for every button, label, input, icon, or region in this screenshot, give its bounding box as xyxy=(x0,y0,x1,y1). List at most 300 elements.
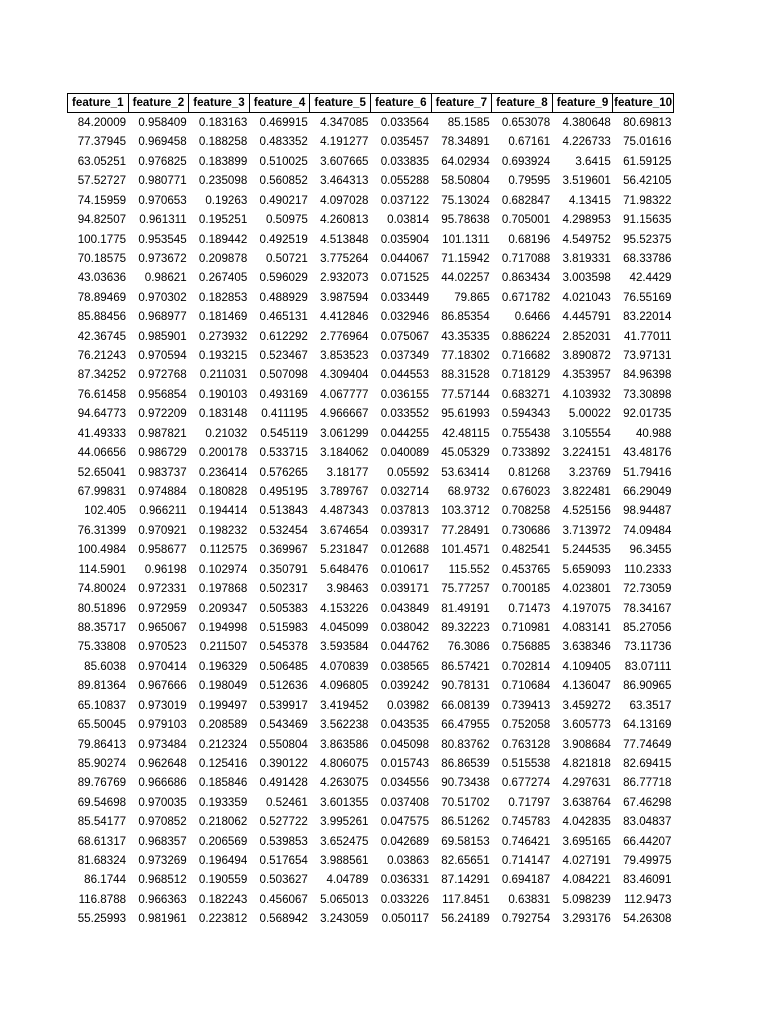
table-cell[interactable]: 55.25993 xyxy=(77,912,127,926)
table-cell[interactable]: 0.973019 xyxy=(138,698,187,712)
table-cell[interactable]: 5.098239 xyxy=(562,892,611,906)
table-cell[interactable]: 4.045099 xyxy=(320,620,369,634)
table-cell[interactable]: 0.199497 xyxy=(198,698,248,712)
table-cell[interactable]: 3.638346 xyxy=(562,640,611,654)
table-cell[interactable]: 3.890872 xyxy=(562,349,611,363)
table-cell[interactable]: 0.970414 xyxy=(138,659,187,673)
table-cell[interactable]: 0.043535 xyxy=(380,718,430,732)
table-cell[interactable]: 0.273932 xyxy=(198,329,248,343)
table-cell[interactable]: 0.515538 xyxy=(501,756,551,770)
table-cell[interactable]: 0.043849 xyxy=(380,601,430,615)
table-cell[interactable]: 77.28491 xyxy=(441,523,490,537)
table-cell[interactable]: 0.682847 xyxy=(501,193,551,207)
table-cell[interactable]: 100.1775 xyxy=(77,232,127,246)
table-cell[interactable]: 3.601355 xyxy=(320,795,369,809)
table-cell[interactable]: 0.970921 xyxy=(138,523,187,537)
table-cell[interactable]: 0.183163 xyxy=(198,116,248,129)
table-cell[interactable]: 0.550804 xyxy=(259,737,308,751)
table-cell[interactable]: 0.693924 xyxy=(501,154,551,168)
table-cell[interactable]: 0.956854 xyxy=(138,387,187,401)
table-cell[interactable]: 0.966211 xyxy=(139,504,187,518)
table-cell[interactable]: 4.821818 xyxy=(562,756,611,770)
table-cell[interactable]: 0.045098 xyxy=(380,737,430,751)
table-cell[interactable]: 0.235098 xyxy=(198,174,248,188)
table-cell[interactable]: 0.033564 xyxy=(380,116,430,129)
table-cell[interactable]: 0.035457 xyxy=(380,135,430,149)
table-cell[interactable]: 0.044067 xyxy=(380,251,430,265)
table-cell[interactable]: 0.196494 xyxy=(198,854,248,868)
table-cell[interactable]: 79.86413 xyxy=(77,737,127,751)
table-cell[interactable]: 0.972768 xyxy=(138,368,187,382)
table-cell[interactable]: 3.853523 xyxy=(320,349,369,363)
table-cell[interactable]: 0.037813 xyxy=(380,504,430,518)
table-cell[interactable]: 0.507098 xyxy=(259,368,308,382)
table-cell[interactable]: 0.183148 xyxy=(198,407,248,421)
table-cell[interactable]: 67.99831 xyxy=(77,485,127,499)
table-cell[interactable]: 0.505383 xyxy=(259,601,308,615)
table-cell[interactable]: 0.755438 xyxy=(501,426,551,440)
table-cell[interactable]: 3.638764 xyxy=(562,795,611,809)
table-cell[interactable]: 3.652475 xyxy=(320,834,369,848)
table-cell[interactable]: 4.067777 xyxy=(320,387,369,401)
table-cell[interactable]: 56.24189 xyxy=(441,912,490,926)
table-cell[interactable]: 75.13024 xyxy=(441,193,490,207)
table-cell[interactable]: 0.886224 xyxy=(501,329,551,343)
table-cell[interactable]: 0.733892 xyxy=(501,446,551,460)
table-cell[interactable]: 0.209878 xyxy=(198,251,248,265)
table-cell[interactable]: 3.988561 xyxy=(320,854,369,868)
table-cell[interactable]: 102.405 xyxy=(84,504,127,518)
table-cell[interactable]: 0.708258 xyxy=(501,504,551,518)
table-cell[interactable]: 0.576265 xyxy=(259,465,308,479)
table-cell[interactable]: 0.970852 xyxy=(138,815,187,829)
table-cell[interactable]: 95.61993 xyxy=(441,407,490,421)
column-header[interactable]: feature_9 xyxy=(552,94,613,113)
table-cell[interactable]: 0.036155 xyxy=(380,387,430,401)
table-cell[interactable]: 4.084221 xyxy=(562,873,611,887)
table-cell[interactable]: 0.705001 xyxy=(501,213,551,227)
table-cell[interactable]: 68.61317 xyxy=(77,834,127,848)
table-cell[interactable]: 79.49975 xyxy=(623,854,672,868)
table-cell[interactable]: 0.032946 xyxy=(380,310,430,324)
table-cell[interactable]: 83.07111 xyxy=(624,659,672,673)
table-cell[interactable]: 64.02934 xyxy=(441,154,490,168)
table-cell[interactable]: 85.90274 xyxy=(77,756,127,770)
table-cell[interactable]: 66.08139 xyxy=(441,698,490,712)
table-cell[interactable]: 0.965067 xyxy=(138,620,187,634)
table-cell[interactable]: 4.021043 xyxy=(562,290,611,304)
table-cell[interactable]: 0.189442 xyxy=(198,232,248,246)
table-cell[interactable]: 4.023801 xyxy=(562,582,611,596)
table-cell[interactable]: 86.57421 xyxy=(441,659,490,673)
table-cell[interactable]: 4.042835 xyxy=(562,815,611,829)
table-cell[interactable]: 5.00022 xyxy=(568,407,611,421)
table-cell[interactable]: 0.037122 xyxy=(380,193,430,207)
table-cell[interactable]: 0.492519 xyxy=(259,232,308,246)
table-cell[interactable]: 64.13169 xyxy=(623,718,672,732)
table-cell[interactable]: 0.980771 xyxy=(138,174,187,188)
table-cell[interactable]: 3.6415 xyxy=(575,154,611,168)
table-cell[interactable]: 0.044762 xyxy=(380,640,430,654)
table-cell[interactable]: 85.27056 xyxy=(623,620,672,634)
table-cell[interactable]: 0.970523 xyxy=(138,640,187,654)
table-cell[interactable]: 65.10837 xyxy=(77,698,127,712)
table-cell[interactable]: 0.185846 xyxy=(198,776,248,790)
table-cell[interactable]: 75.33808 xyxy=(77,640,127,654)
table-cell[interactable]: 3.995261 xyxy=(320,815,369,829)
table-cell[interactable]: 90.78131 xyxy=(441,679,490,693)
table-cell[interactable]: 0.075067 xyxy=(380,329,430,343)
column-header[interactable]: feature_7 xyxy=(431,94,492,113)
table-cell[interactable]: 0.21032 xyxy=(205,426,248,440)
table-cell[interactable]: 0.469915 xyxy=(259,116,308,129)
table-cell[interactable]: 92.01735 xyxy=(623,407,672,421)
table-cell[interactable]: 0.739413 xyxy=(501,698,551,712)
table-cell[interactable]: 110.2333 xyxy=(623,562,672,576)
table-cell[interactable]: 3.224151 xyxy=(562,446,611,460)
table-cell[interactable]: 0.510025 xyxy=(259,154,308,168)
column-header[interactable]: feature_4 xyxy=(249,94,310,113)
table-cell[interactable]: 3.908684 xyxy=(562,737,611,751)
table-cell[interactable]: 0.180828 xyxy=(198,485,248,499)
table-cell[interactable]: 41.49333 xyxy=(77,426,127,440)
table-cell[interactable]: 117.8451 xyxy=(442,892,490,906)
table-cell[interactable]: 3.184062 xyxy=(320,446,369,460)
table-cell[interactable]: 4.513848 xyxy=(320,232,369,246)
table-cell[interactable]: 0.03814 xyxy=(387,213,430,227)
table-cell[interactable]: 0.792754 xyxy=(501,912,551,926)
table-cell[interactable]: 0.012688 xyxy=(380,543,430,557)
table-cell[interactable]: 0.543469 xyxy=(259,718,308,732)
table-cell[interactable]: 0.752058 xyxy=(501,718,551,732)
table-cell[interactable]: 86.1744 xyxy=(84,873,127,887)
table-cell[interactable]: 0.539853 xyxy=(259,834,308,848)
table-cell[interactable]: 79.865 xyxy=(454,290,490,304)
table-cell[interactable]: 0.517654 xyxy=(259,854,308,868)
table-cell[interactable]: 3.605773 xyxy=(562,718,611,732)
table-cell[interactable]: 3.419452 xyxy=(320,698,369,712)
table-cell[interactable]: 4.445791 xyxy=(562,310,611,324)
table-cell[interactable]: 3.293176 xyxy=(562,912,611,926)
table-cell[interactable]: 0.986729 xyxy=(138,446,187,460)
table-cell[interactable]: 0.973672 xyxy=(138,251,187,265)
table-cell[interactable]: 43.03636 xyxy=(77,271,127,285)
table-cell[interactable]: 0.493169 xyxy=(259,387,308,401)
table-cell[interactable]: 4.487343 xyxy=(320,504,369,518)
table-cell[interactable]: 0.411195 xyxy=(261,407,308,421)
table-cell[interactable]: 0.966363 xyxy=(138,892,187,906)
table-cell[interactable]: 3.519601 xyxy=(562,174,611,188)
table-cell[interactable]: 0.190559 xyxy=(198,873,248,887)
table-cell[interactable]: 86.90965 xyxy=(623,679,672,693)
table-cell[interactable]: 3.789767 xyxy=(320,485,369,499)
table-cell[interactable]: 3.775264 xyxy=(320,251,369,265)
table-cell[interactable]: 4.13415 xyxy=(568,193,611,207)
table-cell[interactable]: 86.86539 xyxy=(441,756,490,770)
table-cell[interactable]: 77.57144 xyxy=(441,387,490,401)
table-cell[interactable]: 5.244535 xyxy=(562,543,611,557)
table-cell[interactable]: 75.77257 xyxy=(441,582,490,596)
table-cell[interactable]: 77.74649 xyxy=(623,737,672,751)
table-cell[interactable]: 0.513843 xyxy=(259,504,308,518)
table-cell[interactable]: 0.350791 xyxy=(259,562,308,576)
table-cell[interactable]: 0.112575 xyxy=(199,543,248,557)
table-cell[interactable]: 0.218062 xyxy=(198,815,248,829)
table-cell[interactable]: 2.776964 xyxy=(320,329,369,343)
table-cell[interactable]: 76.21243 xyxy=(77,349,127,363)
table-cell[interactable]: 0.981961 xyxy=(138,912,187,926)
table-cell[interactable]: 85.88456 xyxy=(77,310,127,324)
table-cell[interactable]: 3.863586 xyxy=(320,737,369,751)
table-cell[interactable]: 0.710981 xyxy=(501,620,551,634)
table-cell[interactable]: 3.819331 xyxy=(562,251,611,265)
table-cell[interactable]: 94.64773 xyxy=(77,407,127,421)
table-cell[interactable]: 87.34252 xyxy=(77,368,127,382)
table-cell[interactable]: 0.81268 xyxy=(508,465,551,479)
table-cell[interactable]: 67.46298 xyxy=(623,795,672,809)
table-cell[interactable]: 0.961311 xyxy=(139,213,187,227)
table-cell[interactable]: 2.852031 xyxy=(562,329,611,343)
table-cell[interactable]: 76.3086 xyxy=(447,640,490,654)
table-cell[interactable]: 0.071525 xyxy=(380,271,430,285)
table-cell[interactable]: 0.972959 xyxy=(138,601,187,615)
table-cell[interactable]: 0.968357 xyxy=(138,834,187,848)
table-cell[interactable]: 0.539917 xyxy=(259,698,308,712)
table-cell[interactable]: 0.050117 xyxy=(381,912,430,926)
table-cell[interactable]: 0.465131 xyxy=(259,310,308,324)
table-cell[interactable]: 95.78638 xyxy=(441,213,490,227)
table-cell[interactable]: 4.027191 xyxy=(562,854,611,868)
table-cell[interactable]: 0.970035 xyxy=(138,795,187,809)
table-cell[interactable]: 65.50045 xyxy=(77,718,127,732)
table-cell[interactable]: 0.188258 xyxy=(198,135,248,149)
table-cell[interactable]: 84.96398 xyxy=(623,368,672,382)
table-cell[interactable]: 4.309404 xyxy=(320,368,369,382)
table-cell[interactable]: 0.181469 xyxy=(198,310,248,324)
table-cell[interactable]: 0.044255 xyxy=(380,426,430,440)
table-cell[interactable]: 0.05592 xyxy=(387,465,430,479)
table-cell[interactable]: 0.040089 xyxy=(380,446,430,460)
table-cell[interactable]: 0.198049 xyxy=(198,679,248,693)
table-cell[interactable]: 3.459272 xyxy=(562,698,611,712)
table-cell[interactable]: 0.702814 xyxy=(501,659,551,673)
table-cell[interactable]: 0.71797 xyxy=(508,795,551,809)
table-cell[interactable]: 0.71473 xyxy=(508,601,551,615)
table-cell[interactable]: 5.231847 xyxy=(320,543,369,557)
table-cell[interactable]: 0.033449 xyxy=(380,290,430,304)
table-cell[interactable]: 0.198232 xyxy=(198,523,248,537)
table-cell[interactable]: 3.061299 xyxy=(320,426,369,440)
table-cell[interactable]: 41.77011 xyxy=(623,329,672,343)
table-cell[interactable]: 0.653078 xyxy=(501,116,551,129)
table-cell[interactable]: 63.3517 xyxy=(629,698,672,712)
table-cell[interactable]: 58.50804 xyxy=(441,174,490,188)
column-header[interactable]: feature_3 xyxy=(189,94,250,113)
table-cell[interactable]: 4.083141 xyxy=(562,620,611,634)
table-cell[interactable]: 0.015743 xyxy=(380,756,430,770)
table-cell[interactable]: 4.103932 xyxy=(562,387,611,401)
table-cell[interactable]: 0.055288 xyxy=(380,174,430,188)
table-cell[interactable]: 3.607665 xyxy=(320,154,369,168)
table-cell[interactable]: 3.18177 xyxy=(326,465,369,479)
table-cell[interactable]: 4.549752 xyxy=(562,232,611,246)
table-cell[interactable]: 3.98463 xyxy=(326,582,369,596)
table-cell[interactable]: 4.153226 xyxy=(320,601,369,615)
table-cell[interactable]: 88.31528 xyxy=(441,368,490,382)
table-cell[interactable]: 0.033835 xyxy=(380,154,430,168)
table-cell[interactable]: 0.968512 xyxy=(138,873,187,887)
table-cell[interactable]: 80.83762 xyxy=(441,737,490,751)
table-cell[interactable]: 112.9473 xyxy=(623,892,672,906)
table-cell[interactable]: 91.15635 xyxy=(623,213,672,227)
table-cell[interactable]: 68.33786 xyxy=(623,251,672,265)
table-cell[interactable]: 0.390122 xyxy=(259,756,308,770)
table-cell[interactable]: 0.039171 xyxy=(380,582,430,596)
table-cell[interactable]: 0.958409 xyxy=(138,116,187,129)
table-cell[interactable]: 0.200178 xyxy=(198,446,248,460)
table-cell[interactable]: 57.52727 xyxy=(77,174,127,188)
table-cell[interactable]: 0.197868 xyxy=(198,582,248,596)
table-cell[interactable]: 74.09484 xyxy=(623,523,672,537)
table-cell[interactable]: 0.745783 xyxy=(501,815,551,829)
table-cell[interactable]: 0.035904 xyxy=(380,232,430,246)
table-cell[interactable]: 0.50975 xyxy=(265,213,308,227)
table-cell[interactable]: 4.263075 xyxy=(320,776,369,790)
table-cell[interactable]: 82.65651 xyxy=(441,854,490,868)
table-cell[interactable]: 0.700185 xyxy=(501,582,551,596)
table-cell[interactable]: 0.194998 xyxy=(198,620,248,634)
table-cell[interactable]: 78.34167 xyxy=(623,601,672,615)
table-cell[interactable]: 0.182243 xyxy=(198,892,248,906)
table-cell[interactable]: 76.55169 xyxy=(623,290,672,304)
table-cell[interactable]: 0.456067 xyxy=(259,892,308,906)
table-cell[interactable]: 0.756885 xyxy=(501,640,551,654)
table-cell[interactable]: 3.822481 xyxy=(562,485,611,499)
table-cell[interactable]: 70.51702 xyxy=(441,795,490,809)
table-cell[interactable]: 0.79595 xyxy=(508,174,551,188)
table-cell[interactable]: 78.89469 xyxy=(77,290,127,304)
table-cell[interactable]: 0.968977 xyxy=(138,310,187,324)
table-cell[interactable]: 0.983737 xyxy=(138,465,187,479)
table-cell[interactable]: 73.97131 xyxy=(623,349,672,363)
table-cell[interactable]: 0.972209 xyxy=(138,407,187,421)
table-cell[interactable]: 0.209347 xyxy=(198,601,248,615)
table-cell[interactable]: 4.380648 xyxy=(562,116,611,129)
table-cell[interactable]: 101.1311 xyxy=(442,232,490,246)
table-cell[interactable]: 87.14291 xyxy=(441,873,490,887)
table-cell[interactable]: 54.26308 xyxy=(623,912,672,926)
table-cell[interactable]: 51.79416 xyxy=(623,465,672,479)
table-cell[interactable]: 4.347085 xyxy=(320,116,369,129)
table-cell[interactable]: 0.863434 xyxy=(501,271,551,285)
table-cell[interactable]: 0.969458 xyxy=(138,135,187,149)
table-cell[interactable]: 81.68324 xyxy=(77,854,127,868)
table-cell[interactable]: 3.987594 xyxy=(320,290,369,304)
column-header[interactable]: feature_1 xyxy=(68,94,129,113)
table-cell[interactable]: 0.568942 xyxy=(259,912,308,926)
table-cell[interactable]: 0.68196 xyxy=(508,232,551,246)
table-cell[interactable]: 4.297631 xyxy=(562,776,611,790)
table-cell[interactable]: 114.5901 xyxy=(78,562,127,576)
table-cell[interactable]: 0.037349 xyxy=(380,349,430,363)
table-cell[interactable]: 116.8788 xyxy=(78,892,127,906)
table-cell[interactable]: 0.182853 xyxy=(198,290,248,304)
table-cell[interactable]: 5.065013 xyxy=(320,892,369,906)
table-cell[interactable]: 4.298953 xyxy=(562,213,611,227)
table-cell[interactable]: 84.20009 xyxy=(77,116,127,129)
table-cell[interactable]: 81.49191 xyxy=(441,601,490,615)
table-cell[interactable]: 0.710684 xyxy=(501,679,551,693)
table-cell[interactable]: 0.039242 xyxy=(380,679,430,693)
table-cell[interactable]: 0.763128 xyxy=(501,737,551,751)
table-cell[interactable]: 0.19263 xyxy=(205,193,248,207)
table-cell[interactable]: 72.73059 xyxy=(623,582,672,596)
table-cell[interactable]: 0.560852 xyxy=(259,174,308,188)
table-cell[interactable]: 0.036331 xyxy=(380,873,430,887)
table-cell[interactable]: 0.714147 xyxy=(501,854,551,868)
table-cell[interactable]: 69.58153 xyxy=(441,834,490,848)
table-cell[interactable]: 0.972331 xyxy=(138,582,187,596)
table-cell[interactable]: 40.988 xyxy=(635,426,672,440)
table-cell[interactable]: 0.683271 xyxy=(501,387,551,401)
column-header[interactable]: feature_2 xyxy=(128,94,189,113)
table-cell[interactable]: 71.15942 xyxy=(441,251,490,265)
table-cell[interactable]: 90.73438 xyxy=(441,776,490,790)
table-cell[interactable]: 0.594343 xyxy=(501,407,551,421)
table-cell[interactable]: 45.05329 xyxy=(441,446,490,460)
table-cell[interactable]: 80.51896 xyxy=(77,601,127,615)
table-cell[interactable]: 0.190103 xyxy=(198,387,248,401)
table-cell[interactable]: 83.22014 xyxy=(623,310,672,324)
table-cell[interactable]: 0.716682 xyxy=(501,349,551,363)
table-cell[interactable]: 66.47955 xyxy=(441,718,490,732)
table-cell[interactable]: 4.525156 xyxy=(562,504,611,518)
table-cell[interactable]: 4.353957 xyxy=(562,368,611,382)
column-header[interactable]: feature_8 xyxy=(492,94,553,113)
table-cell[interactable]: 0.612292 xyxy=(259,329,308,343)
table-cell[interactable]: 2.932073 xyxy=(320,271,369,285)
table-cell[interactable]: 0.985901 xyxy=(138,329,187,343)
table-cell[interactable]: 3.593584 xyxy=(320,640,369,654)
table-cell[interactable]: 4.966667 xyxy=(320,407,369,421)
table-cell[interactable]: 0.033226 xyxy=(380,892,430,906)
table-cell[interactable]: 85.1585 xyxy=(447,116,490,129)
table-cell[interactable]: 61.59125 xyxy=(623,154,672,168)
table-cell[interactable]: 73.11736 xyxy=(623,640,672,654)
table-cell[interactable]: 0.047575 xyxy=(380,815,430,829)
table-cell[interactable]: 0.010617 xyxy=(380,562,430,576)
table-cell[interactable]: 0.183899 xyxy=(198,154,248,168)
table-cell[interactable]: 0.596029 xyxy=(259,271,308,285)
table-cell[interactable]: 103.3712 xyxy=(441,504,490,518)
table-cell[interactable]: 0.967666 xyxy=(138,679,187,693)
table-cell[interactable]: 52.65041 xyxy=(77,465,127,479)
table-cell[interactable]: 77.18302 xyxy=(441,349,490,363)
table-cell[interactable]: 4.109405 xyxy=(562,659,611,673)
table-cell[interactable]: 86.85354 xyxy=(441,310,490,324)
table-cell[interactable]: 3.562238 xyxy=(320,718,369,732)
table-cell[interactable]: 0.211507 xyxy=(199,640,248,654)
table-cell[interactable]: 85.54177 xyxy=(77,815,127,829)
column-header[interactable]: feature_6 xyxy=(370,94,431,113)
table-cell[interactable]: 3.464313 xyxy=(320,174,369,188)
table-cell[interactable]: 76.61458 xyxy=(77,387,127,401)
column-header[interactable]: feature_10 xyxy=(613,94,674,113)
table-cell[interactable]: 0.718129 xyxy=(501,368,551,382)
table-cell[interactable]: 0.195251 xyxy=(198,213,248,227)
table-cell[interactable]: 5.659093 xyxy=(562,562,611,576)
table-cell[interactable]: 0.037408 xyxy=(380,795,430,809)
